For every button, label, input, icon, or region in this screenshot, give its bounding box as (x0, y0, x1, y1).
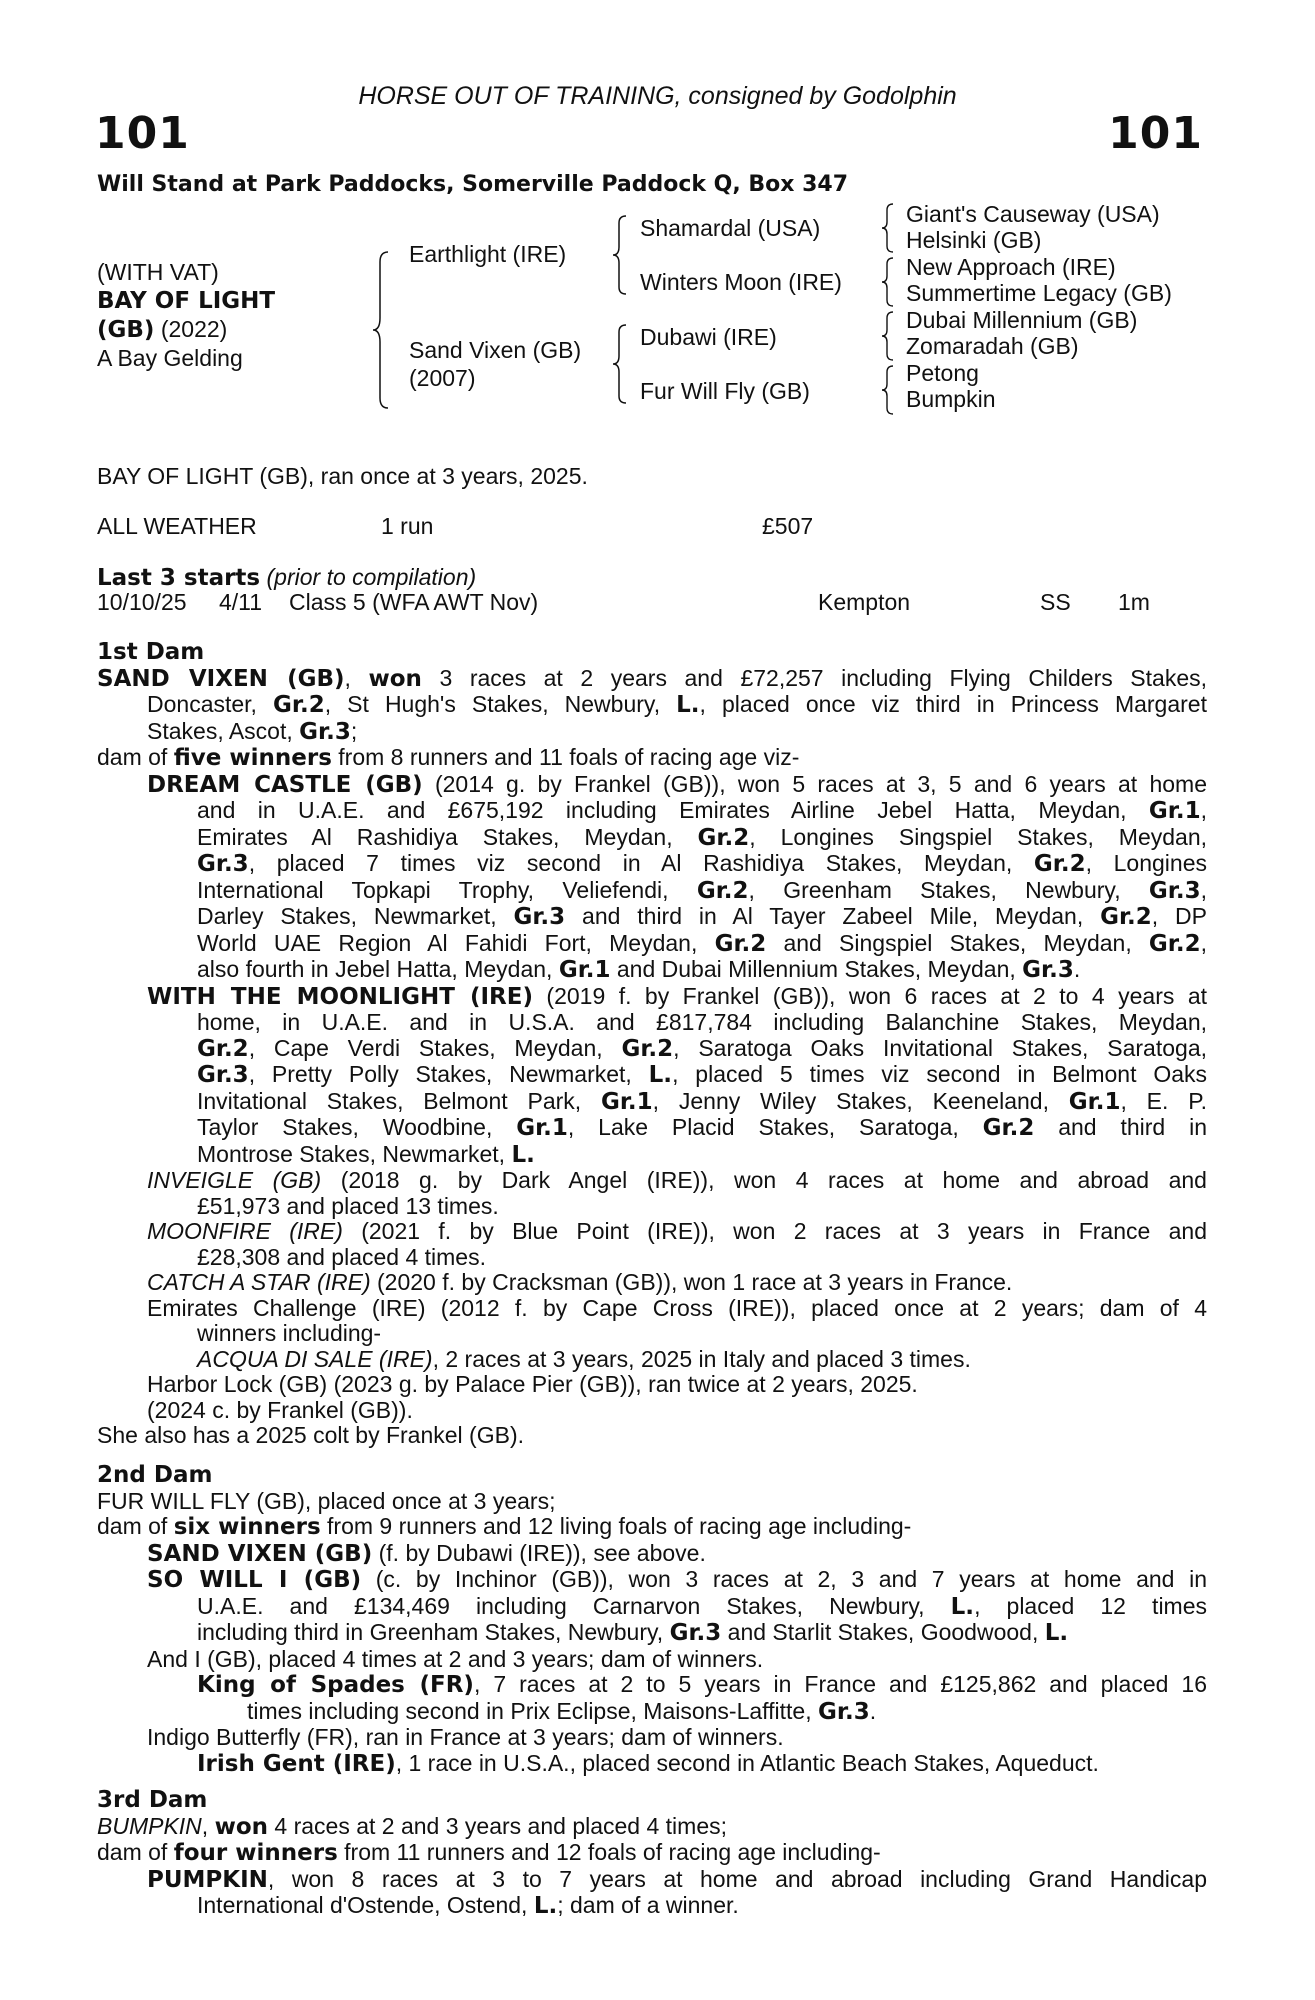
grade: L. (511, 1141, 535, 1168)
text: , Cape Verdi Stakes, Meydan, (248, 1034, 622, 1061)
sire-name: Earthlight (IRE) (409, 241, 567, 267)
grade: L. (648, 1062, 673, 1088)
gg-1: Giant's Causeway (USA) (906, 201, 1160, 227)
grade: Gr.1 (1068, 1088, 1121, 1115)
winners-count: six winners (173, 1514, 321, 1540)
grade: Gr.3 (197, 851, 249, 877)
last-starts-title: Last 3 starts (97, 565, 261, 591)
grade: L. (676, 692, 700, 718)
third-dam-line (97, 1814, 1207, 1841)
dam-block (409, 336, 581, 392)
start-race: Class 5 (WFA AWT Nov) (289, 589, 539, 615)
produce-line (97, 957, 1207, 984)
won-word: won (368, 665, 422, 692)
produce-line (97, 1194, 1207, 1220)
grade: Gr.3 (1022, 957, 1074, 983)
text: £51,973 and placed 13 times. (197, 1192, 499, 1219)
text: £28,308 and placed 4 times. (197, 1243, 486, 1270)
text: from 9 runners and 12 living foals of racing age including- (320, 1513, 912, 1539)
text: , 2 races at 3 years, 2025 in Italy and placed 3 times. (432, 1345, 971, 1372)
great-grandparents (906, 200, 1172, 413)
text: (2014 g. by Frankel (GB)), won 5 races at 3, 5 and 6 years at home (422, 770, 1207, 797)
start-going: SS (1040, 589, 1071, 615)
third-dam-section (97, 1788, 1207, 1920)
text: ; (350, 717, 358, 744)
produce-line (97, 1142, 1207, 1169)
sep: , (201, 1812, 215, 1839)
grade: Gr.3 (669, 1620, 722, 1646)
text: , Pretty Polly Stakes, Newmarket, (248, 1061, 649, 1087)
pedigree-brace-gg3 (880, 310, 896, 362)
text: . (1073, 956, 1081, 982)
start-position: 4/11 (219, 589, 263, 615)
text: and Singspiel Stakes, Meydan, (766, 929, 1149, 956)
text: FUR WILL FLY (GB), placed once at 3 years; (97, 1487, 556, 1514)
text: Harbor Lock (GB) (2023 g. by Palace Pier (GB)), ran twice at 2 years, 2025. (147, 1371, 918, 1397)
stand-location: Will Stand at Park Paddocks, Somerville Paddock Q, Box 347 (97, 172, 849, 197)
text: (2019 f. by Frankel (GB)), won 6 races at 2 to 4 years at (532, 982, 1208, 1009)
grade: Gr.3 (299, 718, 351, 745)
first-dam-line (97, 666, 1207, 693)
produce-line (97, 1541, 1207, 1568)
text: ; dam of a winner. (557, 1892, 739, 1918)
produce-name: MOONFIRE (IRE) (147, 1218, 343, 1244)
text: dam of (97, 1839, 174, 1865)
produce-name: WITH THE MOONLIGHT (IRE) (147, 983, 533, 1010)
text: , Lake Placid Stakes, Saratoga, (567, 1114, 983, 1140)
text: Invitational Stakes, Belmont Park, (197, 1087, 601, 1114)
horse-origin-line (97, 315, 275, 344)
text: times including second in Prix Eclipse, Maisons-Laffitte, (247, 1697, 819, 1724)
horse-name: BAY OF LIGHT (97, 288, 276, 314)
horse-name-line (97, 286, 275, 315)
sire-sire: Shamardal (USA) (640, 215, 821, 241)
consignor-heading: HORSE OUT OF TRAINING, consigned by Godolphin (358, 82, 957, 110)
text: including third in Greenham Stakes, Newbury, (197, 1619, 670, 1645)
produce-line (97, 798, 1207, 825)
gg-2: Helsinki (GB) (906, 227, 1042, 253)
pedigree-brace-sire (612, 214, 630, 296)
text: , placed 7 times viz second in Al Rashidiya Stakes, Meydan, (248, 850, 1034, 876)
first-dam-produce-line (97, 745, 1207, 772)
text: and third in Al Tayer Zabeel Mile, Meydan, (565, 903, 1101, 929)
text: , placed 12 times (974, 1592, 1208, 1619)
text: , Longines (1085, 850, 1207, 876)
text: winners including- (197, 1320, 382, 1346)
grade: Gr.2 (697, 824, 750, 851)
third-dam-heading: 3rd Dam (97, 1787, 208, 1813)
grade: Gr.2 (982, 1115, 1035, 1141)
record-surface: ALL WEATHER (97, 513, 257, 539)
pedigree-brace-dam (612, 323, 630, 405)
gg-4: Summertime Legacy (GB) (906, 280, 1172, 306)
produce-name: DREAM CASTLE (GB) (147, 771, 423, 798)
first-dam-line (97, 692, 1207, 719)
produce-line (97, 1089, 1207, 1116)
text: (2018 g. by Dark Angel (IRE)), won 4 races at home and abroad and (321, 1167, 1207, 1193)
text: , placed 5 times viz second in Belmont Oaks (672, 1061, 1207, 1087)
text: and Dubai Millennium Stakes, Meydan, (610, 956, 1023, 982)
text: Darley Stakes, Newmarket, (197, 903, 514, 929)
pedigree-brace-main (372, 250, 394, 410)
text: International Topkapi Trophy, Veliefendi, (197, 876, 697, 903)
produce-line (97, 1010, 1207, 1036)
grade: Gr.2 (696, 877, 749, 904)
third-dam-produce-line (97, 1840, 1207, 1867)
produce-line (97, 1245, 1207, 1271)
text: She also has a 2025 colt by Frankel (GB). (97, 1422, 524, 1448)
grade: Gr.2 (1033, 851, 1086, 877)
grade: Gr.3 (818, 1698, 870, 1725)
produce-line (97, 772, 1207, 799)
grade: Gr.2 (621, 1035, 674, 1062)
produce-line (97, 1296, 1207, 1322)
horse-block (97, 258, 275, 372)
produce-name: Irish Gent (IRE) (197, 1750, 396, 1777)
text: , St Hugh's Stakes, Newbury, (324, 691, 677, 717)
text: Taylor Stakes, Woodbine, (197, 1114, 517, 1140)
grade: Gr.1 (1148, 798, 1201, 824)
text: Doncaster, (147, 691, 274, 717)
grade: L. (1044, 1620, 1069, 1646)
dam-name: Sand Vixen (GB) (409, 337, 582, 363)
race-record-summary: BAY OF LIGHT (GB), ran once at 3 years, 2025. (97, 463, 588, 489)
produce-line (97, 931, 1207, 958)
produce-line (97, 904, 1207, 931)
produce-name: King of Spades (FR) (197, 1672, 474, 1698)
produce-line (97, 1219, 1207, 1245)
grade: L. (950, 1593, 975, 1620)
last-starts-note: (prior to compilation) (266, 564, 477, 590)
text: and Starlit Stakes, Goodwood, (721, 1619, 1045, 1645)
grade: Gr.2 (197, 1035, 249, 1062)
gg-8: Bumpkin (906, 386, 996, 412)
text: (c. by Inchinor (GB)), won 3 races at 2, 3 and 7 years at home and in (361, 1566, 1207, 1592)
last-starts-heading (97, 565, 476, 592)
grade: Gr.3 (197, 1062, 249, 1088)
produce-line (97, 1423, 1207, 1449)
grade: Gr.2 (273, 692, 325, 718)
start-distance: 1m (1118, 589, 1150, 615)
text: dam of (97, 744, 174, 770)
first-dam-line (97, 719, 1207, 746)
produce-name: CATCH A STAR (IRE) (147, 1269, 371, 1295)
produce-line (97, 1270, 1207, 1296)
text: (f. by Dubawi (IRE)), see above. (372, 1539, 706, 1566)
produce-name: PUMPKIN (147, 1866, 268, 1893)
dam-dam: Fur Will Fly (GB) (640, 378, 810, 404)
produce-line (97, 825, 1207, 852)
grade: Gr.3 (1148, 877, 1201, 904)
produce-line (97, 1168, 1207, 1194)
produce-name: INVEIGLE (GB) (147, 1167, 322, 1193)
text: , (1200, 929, 1207, 956)
pedigree-brace-gg4 (880, 364, 896, 416)
grade: Gr.3 (513, 904, 566, 930)
text: , Jenny Wiley Stakes, Keeneland, (652, 1087, 1069, 1114)
first-dam-heading: 1st Dam (97, 639, 205, 665)
grade: Gr.2 (714, 930, 767, 957)
text: dam of (97, 1513, 174, 1539)
gg-6: Zomaradah (GB) (906, 333, 1079, 359)
grade: Gr.2 (1100, 904, 1152, 930)
text: , won 8 races at 3 to 7 years at home and abroad including Grand Handicap (267, 1865, 1207, 1892)
text: Montrose Stakes, Newmarket, (197, 1140, 512, 1167)
text: (2021 f. by Blue Point (IRE)), won 2 races at 3 years in France and (342, 1218, 1207, 1244)
start-course: Kempton (818, 589, 911, 615)
produce-line (97, 1751, 1207, 1778)
dam-year: (2007) (409, 365, 476, 391)
text: (2020 f. by Cracksman (GB)), won 1 race at 3 years in France. (370, 1269, 1013, 1295)
text: , DP (1151, 903, 1208, 929)
winners-count: four winners (173, 1840, 338, 1866)
horse-country: (GB) (97, 317, 155, 343)
second-dam-line (97, 1489, 1207, 1515)
produce-line (97, 1867, 1207, 1894)
produce-line (97, 1372, 1207, 1398)
produce-line (97, 1347, 1207, 1373)
text: , (1200, 797, 1207, 823)
text: from 11 runners and 12 foals of racing age including- (337, 1839, 881, 1865)
text: also fourth in Jebel Hatta, Meydan, (197, 956, 559, 982)
produce-line (97, 1893, 1207, 1920)
pedigree-brace-gg1 (880, 202, 896, 254)
text: 3 races at 2 years and £72,257 including Flying Childers Stakes, (421, 664, 1208, 691)
text: World UAE Region Al Fahidi Fort, Meydan, (197, 929, 715, 956)
lot-number-right: 101 (1108, 108, 1203, 159)
text: and in U.A.E. and £675,192 including Emirates Airline Jebel Hatta, Meydan, (197, 797, 1149, 823)
text: Emirates Challenge (IRE) (2012 f. by Cape Cross (IRE)), placed once at 2 years; dam of 4 (147, 1294, 1207, 1321)
produce-name: SAND VIXEN (GB) (147, 1540, 373, 1567)
winners-count: five winners (173, 745, 332, 771)
produce-line (97, 878, 1207, 905)
text: (2024 c. by Frankel (GB)). (147, 1396, 413, 1423)
text: and third in (1034, 1114, 1207, 1140)
second-dam-produce-line (97, 1514, 1207, 1541)
text: , E. P. (1120, 1087, 1207, 1114)
produce-line (97, 1594, 1207, 1621)
produce-line (97, 1321, 1207, 1347)
gg-3: New Approach (IRE) (906, 254, 1116, 280)
first-dam-section (97, 640, 1207, 1449)
lot-number-left: 101 (95, 108, 190, 159)
horse-description: A Bay Gelding (97, 345, 243, 371)
produce-line (97, 1725, 1207, 1751)
text: U.A.E. and £134,469 including Carnarvon Stakes, Newbury, (197, 1592, 951, 1619)
text: , Greenham Stakes, Newbury, (748, 876, 1149, 903)
second-dam-section (97, 1463, 1207, 1777)
text: Indigo Butterfly (FR), ran in France at 3 years; dam of winners. (147, 1724, 784, 1750)
produce-name: ACQUA DI SALE (IRE) (197, 1345, 433, 1372)
text: Stakes, Ascot, (147, 717, 300, 744)
produce-line (97, 1062, 1207, 1089)
produce-line (97, 1647, 1207, 1673)
text: , Longines Singspiel Stakes, Meydan, (749, 823, 1207, 850)
produce-line (97, 1567, 1207, 1594)
first-dam-name: SAND VIXEN (GB) (97, 665, 345, 692)
horse-year: (2022) (154, 316, 228, 342)
text: 4 races at 2 and 3 years and placed 4 times; (268, 1812, 728, 1839)
text: . (869, 1697, 877, 1724)
record-earnings: £507 (762, 513, 814, 539)
second-dam-heading: 2nd Dam (97, 1462, 213, 1488)
sire-dam: Winters Moon (IRE) (640, 269, 842, 295)
record-runs: 1 run (381, 513, 434, 539)
produce-line (97, 1620, 1207, 1647)
text: International d'Ostende, Ostend, (197, 1892, 534, 1918)
grade: Gr.1 (558, 957, 611, 983)
text: home, in U.A.E. and in U.S.A. and £817,784 including Balanchine Stakes, Meydan, (197, 1009, 1207, 1035)
text: , 7 races at 2 to 5 years in France and £125,862 and placed 16 (473, 1671, 1207, 1697)
pedigree-brace-gg2 (880, 256, 896, 308)
produce-line (97, 1115, 1207, 1142)
grade: Gr.1 (600, 1088, 653, 1115)
start-date: 10/10/25 (97, 589, 187, 615)
text: , 1 race in U.S.A., placed second in Atlantic Beach Stakes, Aqueduct. (395, 1749, 1099, 1776)
won-word: won (214, 1813, 269, 1840)
produce-line (97, 851, 1207, 878)
grade: Gr.2 (1148, 930, 1201, 957)
grade: Gr.1 (516, 1115, 568, 1141)
gg-7: Petong (906, 360, 979, 386)
third-dam-name: BUMPKIN (97, 1812, 202, 1839)
produce-line (97, 1036, 1207, 1063)
produce-line (97, 984, 1207, 1011)
text: And I (GB), placed 4 times at 2 and 3 years; dam of winners. (147, 1645, 764, 1672)
produce-name: SO WILL I (GB) (147, 1567, 362, 1593)
produce-line (97, 1699, 1207, 1726)
text: , placed once viz third in Princess Margaret (699, 691, 1207, 717)
sep: , (344, 664, 369, 691)
text: Emirates Al Rashidiya Stakes, Meydan, (197, 823, 698, 850)
gg-5: Dubai Millennium (GB) (906, 307, 1138, 333)
dam-sire: Dubawi (IRE) (640, 324, 777, 350)
grade: L. (533, 1893, 558, 1919)
produce-line (97, 1398, 1207, 1424)
produce-line (97, 1672, 1207, 1699)
vat-note: (WITH VAT) (97, 259, 219, 285)
text: , (1200, 876, 1207, 903)
text: from 8 runners and 11 foals of racing age viz- (331, 744, 800, 770)
text: , Saratoga Oaks Invitational Stakes, Saratoga, (673, 1034, 1207, 1061)
